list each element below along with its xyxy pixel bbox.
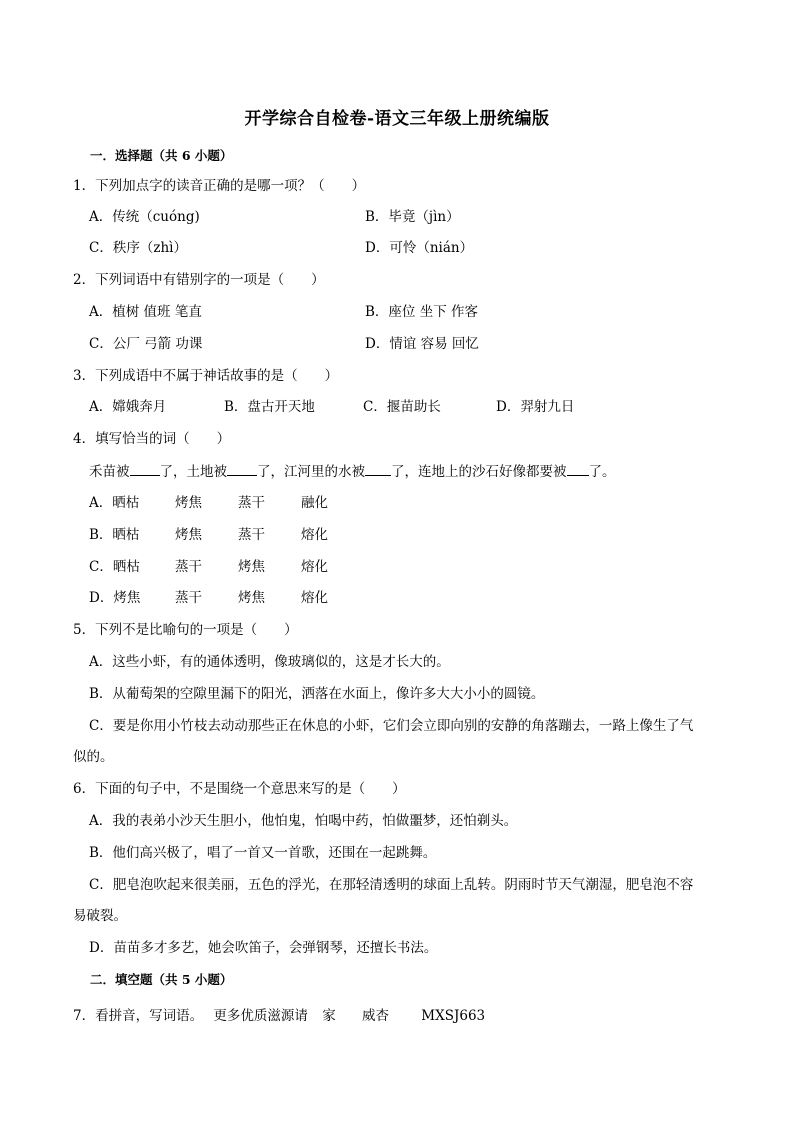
word: 蒸干 bbox=[238, 527, 265, 543]
question-1-option-b: B．毕竟（jìn） bbox=[365, 209, 460, 225]
question-4-option-b bbox=[89, 525, 328, 545]
watermark-text: 家 bbox=[322, 1008, 336, 1024]
answer-blank bbox=[130, 461, 160, 476]
answer-blank bbox=[227, 461, 257, 476]
question-6-option-b: B．他们高兴极了，唱了一首又一首歌，还围在一起跳舞。 bbox=[89, 845, 437, 861]
question-3-stem: 3．下列成语中不属于神话故事的是（ ） bbox=[73, 368, 339, 384]
word: 蒸干 bbox=[175, 590, 202, 606]
word: C．晒枯 bbox=[89, 559, 140, 575]
answer-blank bbox=[567, 461, 589, 476]
question-3-option-d: D．羿射九日 bbox=[496, 399, 575, 415]
word: B．晒枯 bbox=[89, 527, 140, 543]
question-2-option-a: A．植树 值班 笔直 bbox=[89, 304, 202, 320]
word: A．晒枯 bbox=[89, 495, 140, 511]
word: 熔化 bbox=[301, 527, 328, 543]
word: 熔化 bbox=[301, 559, 328, 575]
passage-part: 了，土地被 bbox=[159, 464, 227, 480]
question-6-option-d: D．苗苗多才多艺，她会吹笛子，会弹钢琴，还擅长书法。 bbox=[89, 940, 438, 956]
question-3-option-c: C．揠苗助长 bbox=[363, 399, 441, 415]
question-3-option-a: A．嫦娥奔月 bbox=[89, 399, 167, 415]
question-1-option-d: D．可怜（nián） bbox=[365, 240, 474, 256]
word: 熔化 bbox=[301, 590, 328, 606]
question-5-option-c-continued: 似的。 bbox=[73, 749, 114, 765]
passage-part: 禾苗被 bbox=[89, 464, 130, 480]
question-5-stem: 5．下列不是比喻句的一项是（ ） bbox=[73, 622, 298, 638]
section-heading-choice: 一．选择题（共 6 小题） bbox=[90, 148, 233, 163]
question-4-option-a bbox=[89, 493, 328, 513]
question-3-option-b: B．盘古开天地 bbox=[224, 399, 315, 415]
question-5-option-c: C．要是你用小竹枝去动动那些正在休息的小虾，它们会立即向别的安静的角落蹦去，一路上像生了气 bbox=[89, 718, 694, 734]
question-6-option-c-continued: 易破裂。 bbox=[73, 908, 127, 924]
word: 烤焦 bbox=[238, 559, 265, 575]
section-heading-fill-in: 二．填空题（共 5 小题） bbox=[90, 972, 233, 987]
question-4-option-c bbox=[89, 557, 328, 577]
question-1-stem: 1．下列加点字的读音正确的是哪一项？（ ） bbox=[73, 178, 366, 194]
question-2-stem: 2．下列词语中有错别字的一项是（ ） bbox=[73, 272, 325, 288]
word: 蒸干 bbox=[175, 559, 202, 575]
question-6-stem: 6．下面的句子中，不是围绕一个意思来写的是（ ） bbox=[73, 781, 406, 797]
question-7-text: 7．看拼音，写词语。 bbox=[73, 1008, 204, 1024]
word: 融化 bbox=[301, 495, 328, 511]
passage-part: 了，江河里的水被 bbox=[257, 464, 365, 480]
question-4-option-d bbox=[89, 588, 328, 608]
word: 烤焦 bbox=[175, 495, 202, 511]
word: 烤焦 bbox=[238, 590, 265, 606]
question-6-option-a: A．我的表弟小沙天生胆小，他怕鬼，怕喝中药，怕做噩梦，还怕剃头。 bbox=[89, 813, 518, 829]
question-4-stem: 4．填写恰当的词（ ） bbox=[73, 431, 231, 447]
page-title: 开学综合自检卷-语文三年级上册统编版 bbox=[244, 109, 550, 129]
question-4-passage bbox=[89, 461, 616, 482]
question-2-option-c: C．公厂 弓箭 功课 bbox=[89, 336, 203, 352]
word: 烤焦 bbox=[175, 527, 202, 543]
question-6-option-c: C．肥皂泡吹起来很美丽，五色的浮光，在那轻清透明的球面上乱转。阴雨时节天气潮湿，肥皂泡不容 bbox=[89, 877, 694, 893]
passage-part: 了。 bbox=[588, 464, 616, 480]
watermark-text: MXSJ663 bbox=[421, 1008, 486, 1024]
question-2-option-b: B．座位 坐下 作客 bbox=[365, 304, 479, 320]
question-1-option-a: A．传统（cuóng) bbox=[89, 209, 200, 225]
word: D．烤焦 bbox=[89, 590, 141, 606]
word: 蒸干 bbox=[238, 495, 265, 511]
watermark-text: 威杏 bbox=[361, 1008, 389, 1024]
question-5-option-a: A．这些小虾，有的通体透明，像玻璃似的，这是才长大的。 bbox=[89, 654, 450, 670]
question-2-option-d: D．情谊 容易 回忆 bbox=[365, 336, 479, 352]
question-7-stem bbox=[73, 1006, 485, 1026]
question-5-option-b: B．从葡萄架的空隙里漏下的阳光，洒落在水面上，像许多大大小小的圆镜。 bbox=[89, 686, 545, 702]
passage-part: 了，连地上的沙石好像都要被 bbox=[391, 464, 567, 480]
question-1-option-c: C．秩序（zhì） bbox=[89, 240, 187, 256]
answer-blank bbox=[365, 461, 391, 476]
watermark-text: 更多优质滋源请 bbox=[213, 1008, 308, 1024]
